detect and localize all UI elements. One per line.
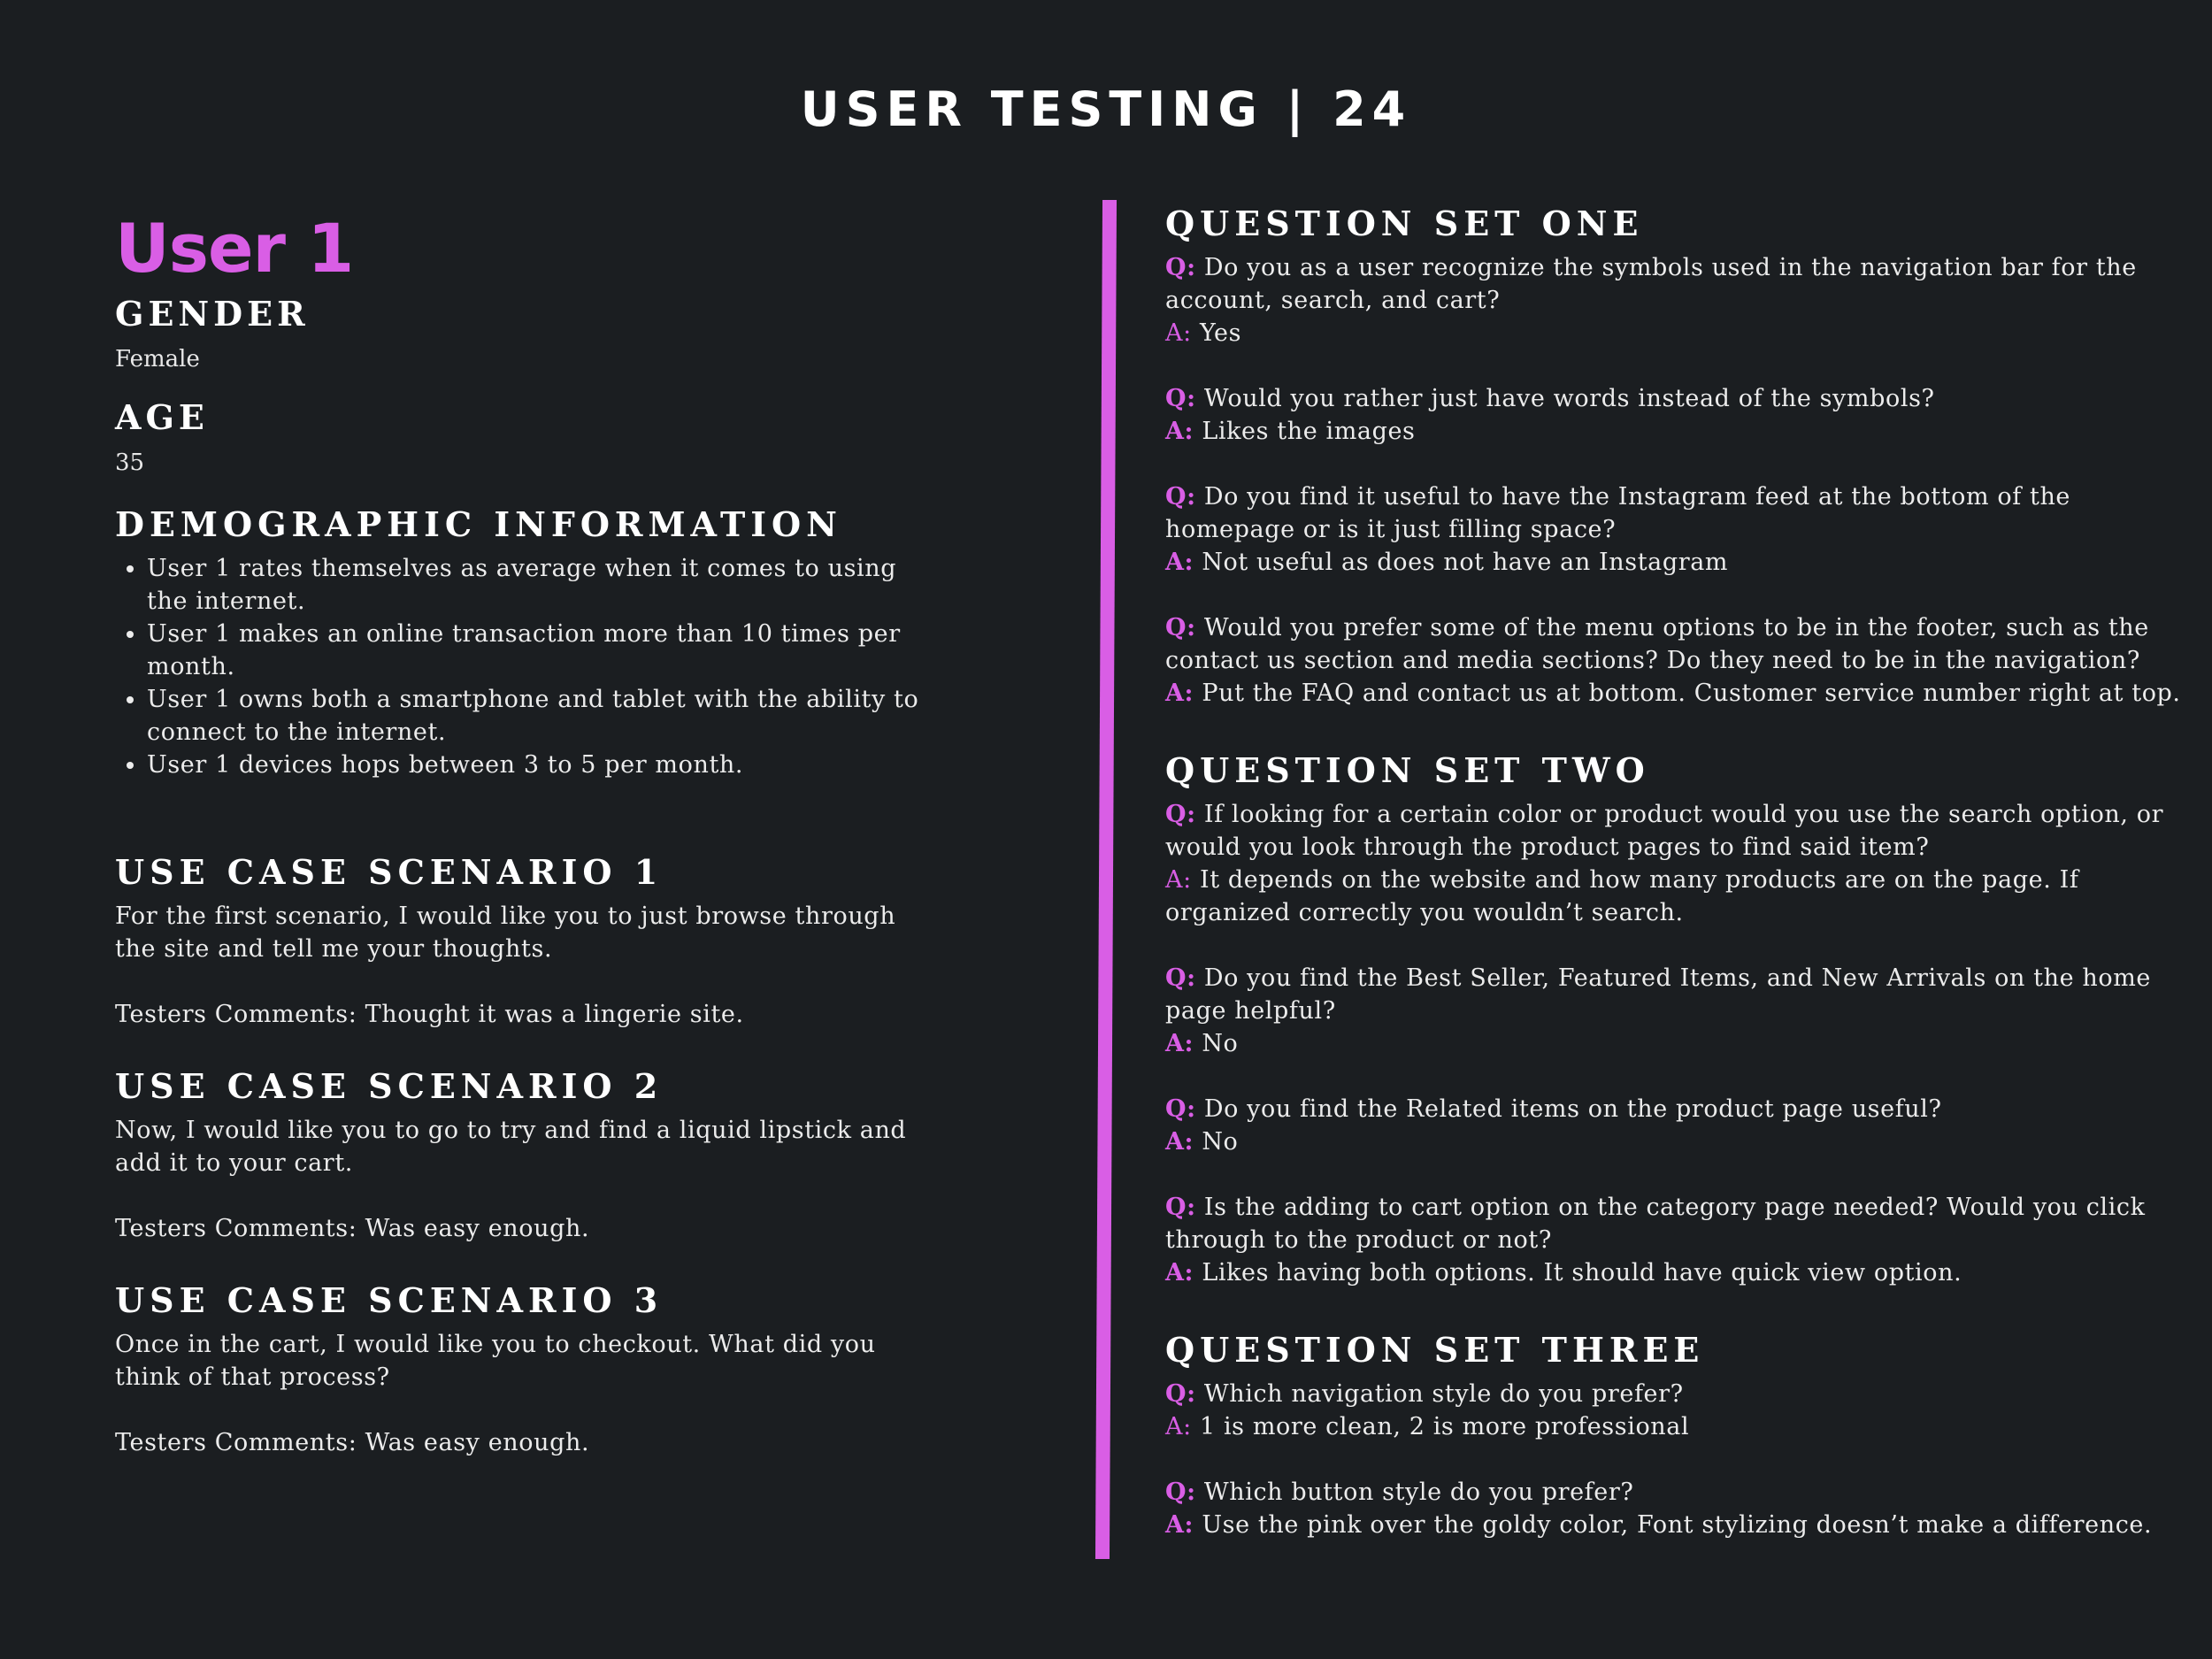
a-label: A: xyxy=(1165,1128,1194,1156)
qa-item xyxy=(1165,798,2183,929)
question-text: Do you find the Related items on the product page useful? xyxy=(1203,1095,1942,1123)
a-label: A: xyxy=(1165,1511,1194,1539)
q-label: Q: xyxy=(1165,254,1196,281)
a-label: A: xyxy=(1165,418,1194,445)
scenario-prompt: Now, I would like you to go to try and find a liquid lipstick and add it to your cart. xyxy=(115,1117,907,1177)
scenario-title: USE CASE SCENARIO 3 xyxy=(115,1280,664,1320)
qa-item xyxy=(1165,251,2183,349)
a-label: A: xyxy=(1165,1413,1192,1440)
demographic-list xyxy=(115,552,929,781)
scenario-prompt: For the first scenario, I would like you to just browse through the site and tell me your thoughts. xyxy=(115,902,896,963)
scenario-comment: Testers Comments: Was easy enough. xyxy=(115,1429,590,1456)
a-label: A: xyxy=(1165,319,1192,347)
answer-text: Use the pink over the goldy color, Font stylizing doesn’t make a difference. xyxy=(1202,1511,2153,1539)
q-label: Q: xyxy=(1165,1194,1196,1221)
question-sets-column xyxy=(1165,202,2183,1541)
question-set-one xyxy=(1165,202,2183,710)
question-set-title: QUESTION SET THREE xyxy=(1165,1330,1705,1370)
q-label: Q: xyxy=(1165,1479,1196,1506)
qa-item xyxy=(1165,611,2183,710)
scenario-title: USE CASE SCENARIO 1 xyxy=(115,852,664,892)
scenario-comment: Testers Comments: Was easy enough. xyxy=(115,1215,590,1242)
answer-text: Not useful as does not have an Instagram xyxy=(1202,549,1729,576)
question-text: Is the adding to cart option on the category page needed? Would you click through to the product or not? xyxy=(1165,1194,2146,1254)
a-label: A: xyxy=(1165,1030,1194,1057)
list-item: • User 1 rates themselves as average when it comes to using the internet. xyxy=(147,552,929,618)
q-label: Q: xyxy=(1165,385,1196,412)
answer-text: No xyxy=(1202,1030,1239,1057)
question-text: Would you prefer some of the menu options to be in the footer, such as the contact us section and media sections? Do they need to be in the navigation? xyxy=(1165,614,2149,674)
qa-item xyxy=(1165,1191,2183,1289)
q-label: Q: xyxy=(1165,801,1196,828)
gender-heading: GENDER xyxy=(115,294,310,334)
answer-text: Likes having both options. It should have quick view option. xyxy=(1202,1259,1962,1286)
q-label: Q: xyxy=(1165,614,1196,641)
question-text: Do you find the Best Seller, Featured Items, and New Arrivals on the home page helpful? xyxy=(1165,964,2151,1025)
scenario-1 xyxy=(115,850,929,1031)
question-text: If looking for a certain color or product would you use the search option, or would you look through the product pages to find said item? xyxy=(1165,801,2164,861)
answer-text: Likes the images xyxy=(1202,418,1416,445)
qa-item xyxy=(1165,1093,2183,1158)
q-label: Q: xyxy=(1165,1095,1196,1123)
q-label: Q: xyxy=(1165,1380,1196,1408)
a-label: A: xyxy=(1165,866,1192,894)
list-item: • User 1 devices hops between 3 to 5 per month. xyxy=(147,749,929,781)
scenario-comment: Testers Comments: Thought it was a lingerie site. xyxy=(115,1001,744,1028)
question-set-title: QUESTION SET TWO xyxy=(1165,750,1650,790)
qa-item xyxy=(1165,1378,2183,1443)
list-item: • User 1 owns both a smartphone and tablet with the ability to connect to the internet. xyxy=(147,683,929,749)
scenario-3 xyxy=(115,1279,929,1459)
user-name: User 1 xyxy=(115,209,354,288)
scenario-prompt: Once in the cart, I would like you to checkout. What did you think of that process? xyxy=(115,1331,876,1391)
qa-item xyxy=(1165,962,2183,1060)
question-set-three xyxy=(1165,1328,2183,1541)
scenario-2 xyxy=(115,1064,929,1245)
answer-text: No xyxy=(1202,1128,1239,1156)
user-profile-column xyxy=(115,211,929,1459)
answer-text: Yes xyxy=(1199,319,1242,347)
list-item: • User 1 makes an online transaction more than 10 times per month. xyxy=(147,618,929,683)
question-text: Would you rather just have words instead of the symbols? xyxy=(1203,385,1935,412)
q-label: Q: xyxy=(1165,483,1196,511)
qa-item xyxy=(1165,480,2183,579)
q-label: Q: xyxy=(1165,964,1196,992)
question-text: Do you find it useful to have the Instagram feed at the bottom of the homepage or is it just filling space? xyxy=(1165,483,2071,543)
question-set-title: QUESTION SET ONE xyxy=(1165,204,1644,243)
question-text: Do you as a user recognize the symbols used in the navigation bar for the account, search, and cart? xyxy=(1165,254,2137,314)
page-title: USER TESTING | 24 xyxy=(800,81,1412,137)
age-value: 35 xyxy=(115,449,145,476)
a-label: A: xyxy=(1165,680,1194,707)
question-text: Which navigation style do you prefer? xyxy=(1203,1380,1684,1408)
answer-text: It depends on the website and how many products are on the page. If organized correctly you wouldn’t search. xyxy=(1165,866,2079,926)
demographic-heading: DEMOGRAPHIC INFORMATION xyxy=(115,504,842,544)
qa-item xyxy=(1165,382,2183,448)
column-divider xyxy=(1095,200,1117,1559)
answer-text: Put the FAQ and contact us at bottom. Customer service number right at top. xyxy=(1202,680,2181,707)
age-heading: AGE xyxy=(115,397,209,437)
scenario-title: USE CASE SCENARIO 2 xyxy=(115,1066,664,1106)
answer-text: 1 is more clean, 2 is more professional xyxy=(1199,1413,1690,1440)
a-label: A: xyxy=(1165,1259,1194,1286)
question-set-two xyxy=(1165,749,2183,1289)
gender-value: Female xyxy=(115,346,200,373)
a-label: A: xyxy=(1165,549,1194,576)
qa-item xyxy=(1165,1476,2183,1541)
question-text: Which button style do you prefer? xyxy=(1203,1479,1634,1506)
